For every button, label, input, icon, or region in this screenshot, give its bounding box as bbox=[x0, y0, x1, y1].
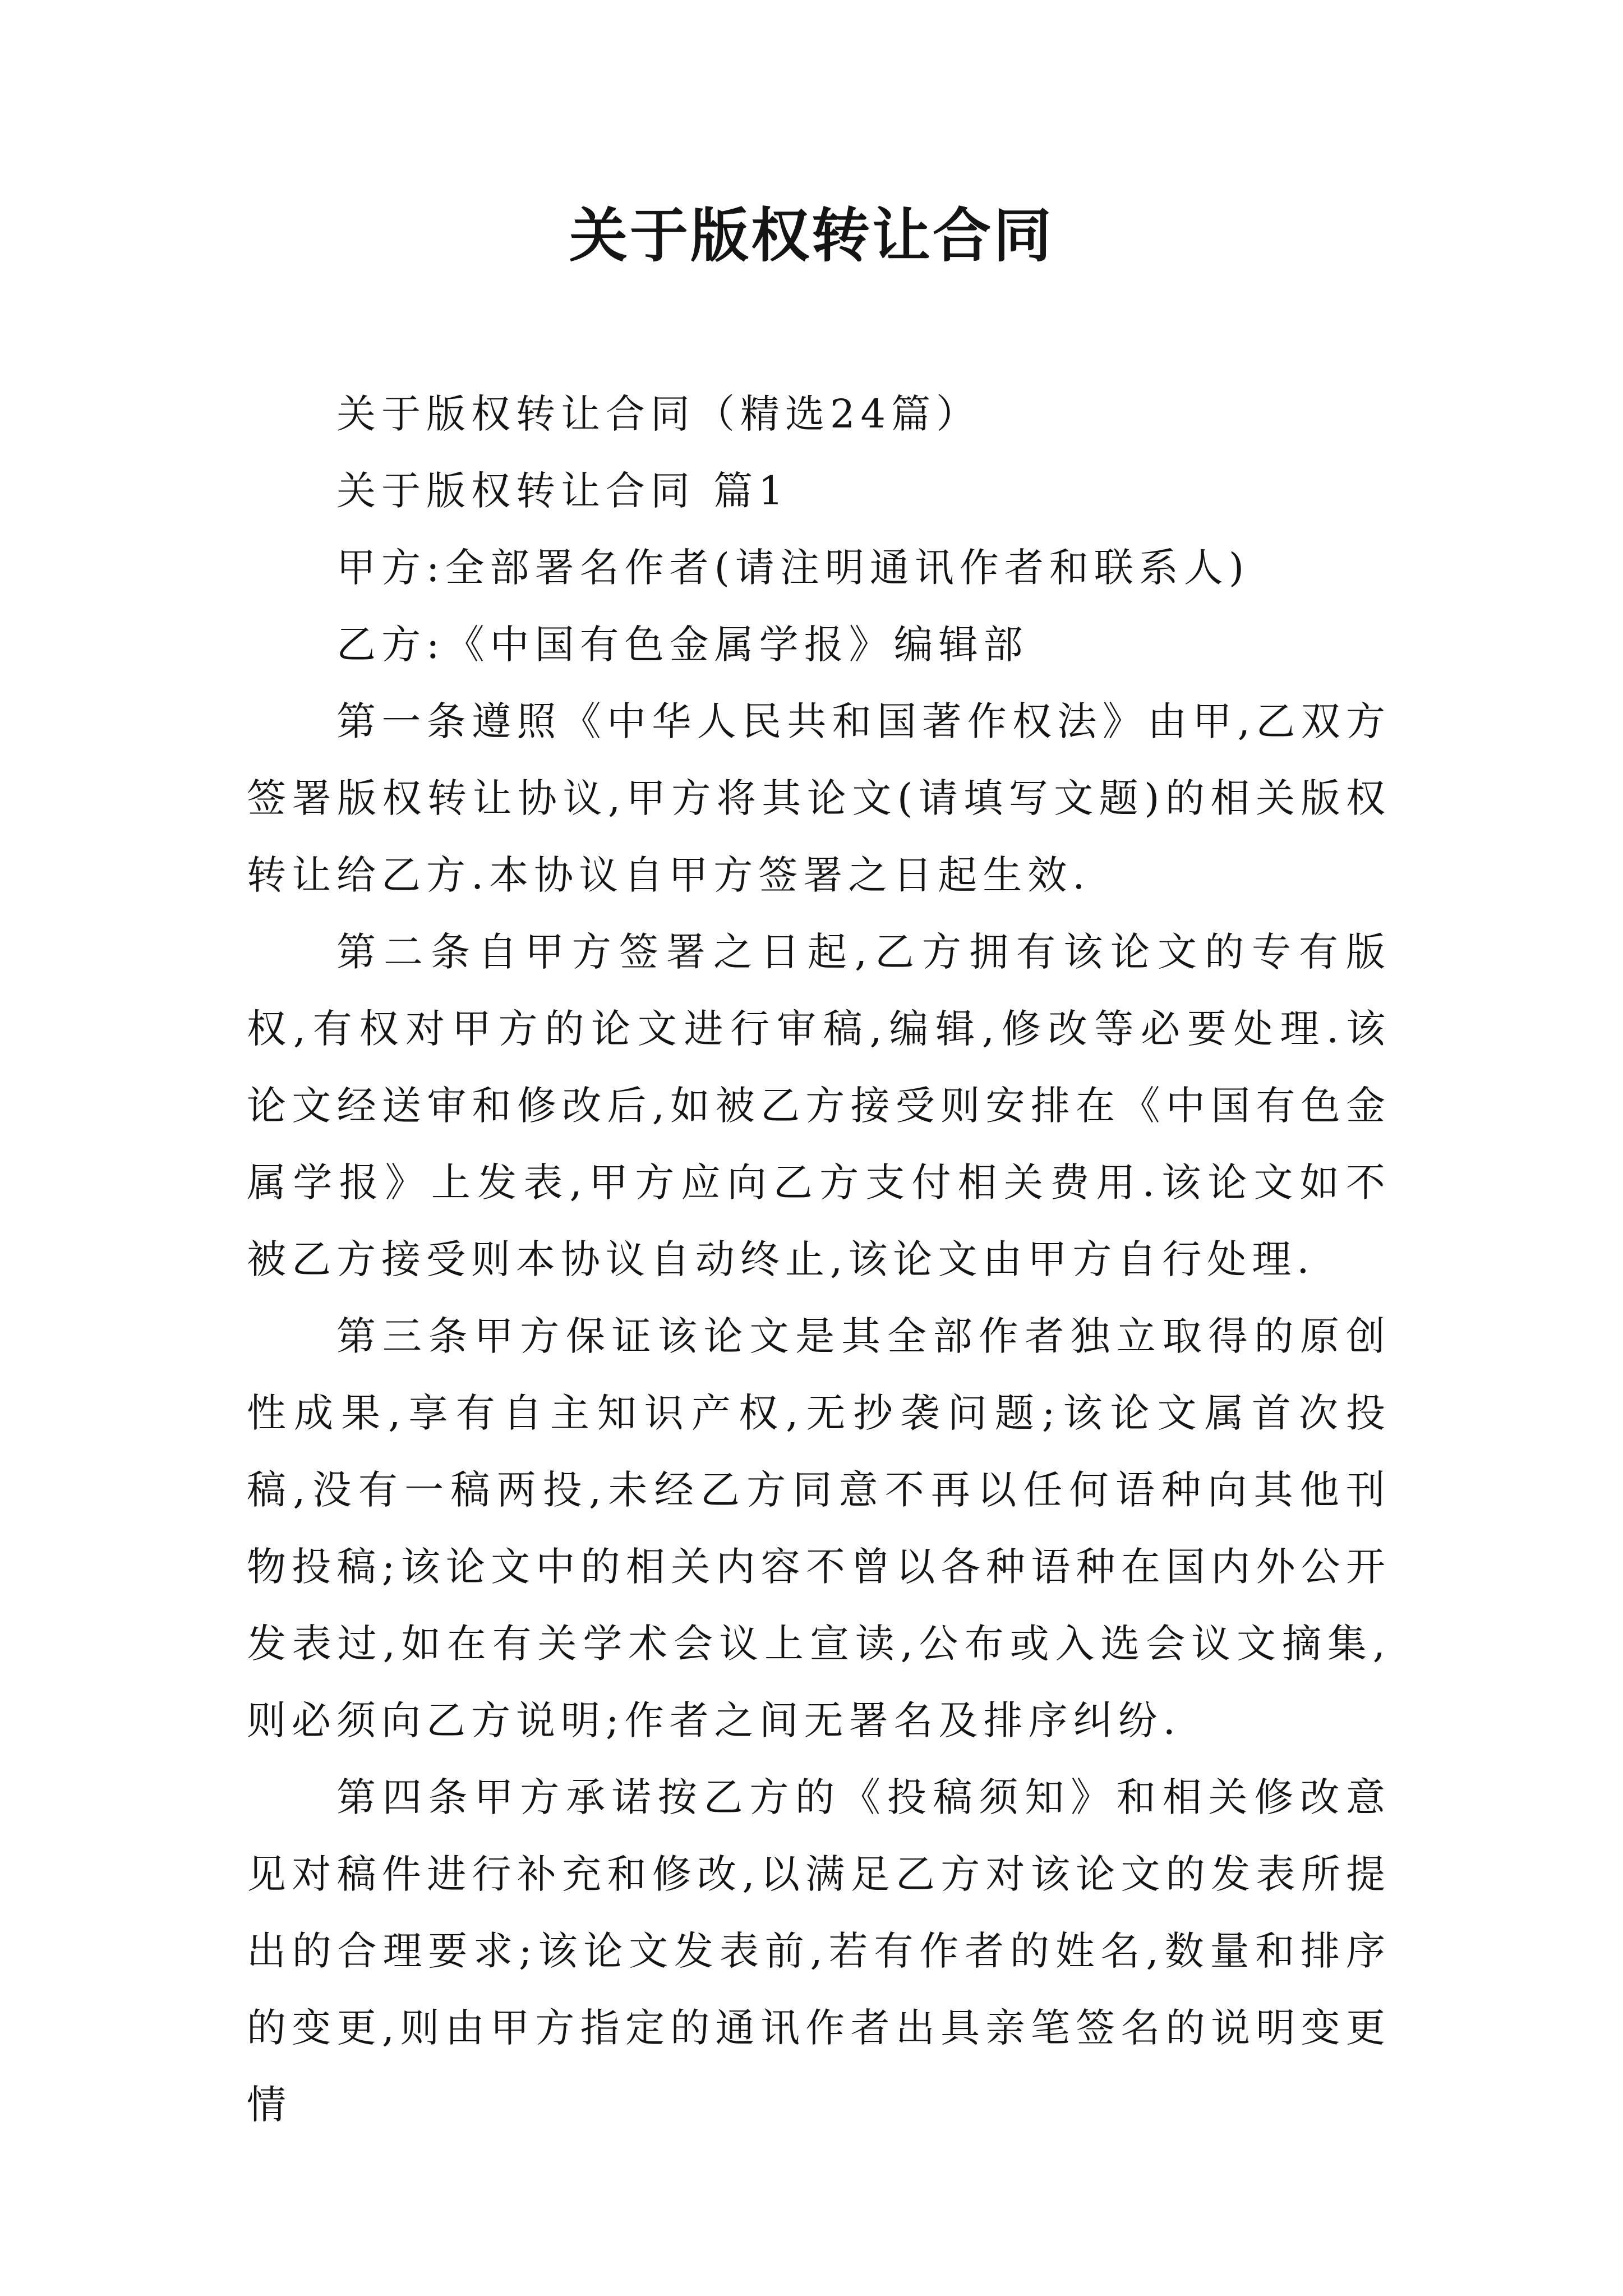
article-4-paragraph: 第四条甲方承诺按乙方的《投稿须知》和相关修改意见对稿件进行补充和修改,以满足乙方对该论文的发表所提出的合理要求;该论文发表前,若有作者的姓名,数量和排序的变更,则由甲方指定的通讯作者出具亲笔签名的说明变更情 bbox=[247, 1774, 1391, 2128]
section-heading: 关于版权转让合同 篇1 bbox=[336, 468, 789, 514]
party-b-line: 乙方:《中国有色金属学报》编辑部 bbox=[336, 622, 1029, 668]
document-body bbox=[247, 376, 1391, 2143]
document-title: 关于版权转让合同 bbox=[569, 201, 1054, 270]
article-1-paragraph: 第一条遵照《中华人民共和国著作权法》由甲,乙双方签署版权转让协议,甲方将其论文(请填写文题)的相关版权转让给乙方.本协议自甲方签署之日起生效. bbox=[247, 698, 1391, 898]
party-a-line: 甲方:全部署名作者(请注明通讯作者和联系人) bbox=[336, 545, 1250, 591]
collection-heading: 关于版权转让合同（精选24篇） bbox=[336, 391, 981, 437]
article-3-paragraph: 第三条甲方保证该论文是其全部作者独立取得的原创性成果,享有自主知识产权,无抄袭问题;该论文属首次投稿,没有一稿两投,未经乙方同意不再以任何语种向其他刊物投稿;该论文中的相关内容不曾以各种语种在国内外公开发表过,如在有关学术会议上宣读,公布或入选会议文摘集,则必须向乙方说明;作者之间无署名及排序纠纷. bbox=[247, 1313, 1391, 1743]
article-2-paragraph: 第二条自甲方签署之日起,乙方拥有该论文的专有版权,有权对甲方的论文进行审稿,编辑,修改等必要处理.该论文经送审和修改后,如被乙方接受则安排在《中国有色金属学报》上发表,甲方应向乙方支付相关费用.该论文如不被乙方接受则本协议自动终止,该论文由甲方自行处理. bbox=[247, 929, 1391, 1282]
